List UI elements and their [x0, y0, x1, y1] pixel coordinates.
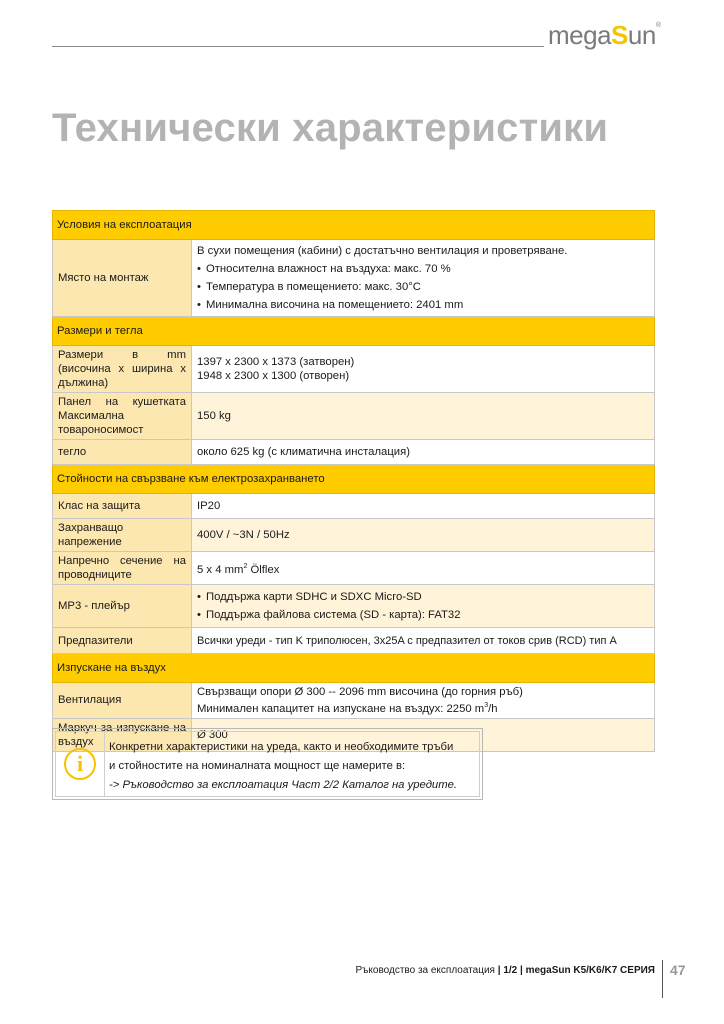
footer-rule [662, 960, 663, 998]
section-title-dimensions: Размери и тегла [53, 317, 655, 346]
info-box [52, 728, 483, 800]
table-row [53, 628, 655, 654]
value-text: /h [488, 702, 498, 715]
section-header [53, 211, 655, 240]
value-line: 1948 x 2300 x 1300 (отворен) [197, 370, 350, 382]
registered-mark: ® [655, 22, 661, 29]
info-icon: i [64, 748, 96, 780]
value-line: 1397 x 2300 x 1373 (затворен) [197, 356, 355, 368]
footer-series: megaSun K5/K6/K7 СЕРИЯ [525, 965, 655, 976]
value-text: Минимален капацитет на изпускане на въздух: 2250 m [197, 702, 485, 715]
table-row [53, 240, 655, 317]
value-text: 5 x 4 mm [197, 563, 244, 576]
row-value [192, 683, 655, 719]
row-value: IP20 [192, 494, 655, 519]
megasun-logo [548, 20, 660, 51]
table-row [53, 519, 655, 552]
bullet-item: • Поддържа файлова система (SD - карта): FAT32 [197, 606, 649, 624]
row-value [192, 346, 655, 393]
logo-prefix: mega [548, 20, 612, 50]
row-value [192, 585, 655, 628]
superscript: 3 [484, 702, 489, 709]
value-text: Ölflex [247, 563, 280, 576]
value-line: Свързващи опори Ø 300 -- 2096 mm височина (до горния ръб) [197, 686, 523, 698]
info-line: Конкретни характеристики на уреда, както и необходимите тръби [109, 741, 454, 753]
footer-doc-name: Ръководство за експлоатация [355, 965, 498, 976]
row-label: тегло [53, 440, 192, 465]
row-value: около 625 kg (с климатична инсталация) [192, 440, 655, 465]
row-label: Предпазители [53, 628, 192, 654]
page-number: 47 [670, 962, 686, 978]
row-label: Място на монтаж [53, 240, 192, 317]
row-label: Маркуч за изпускане на въздух [53, 718, 192, 751]
header-rule [52, 46, 544, 47]
section-title-electrical: Стойности на свързване към електрозахранването [53, 465, 655, 494]
row-label: Панел на кушетката Максимална товароносимост [53, 393, 192, 440]
row-label: Захранващо напрежение [53, 519, 192, 552]
section-header [53, 465, 655, 494]
row-label: Вентилация [53, 683, 192, 719]
info-reference: -> Ръководство за експлоатация Част 2/2 Каталог на уредите. [109, 779, 458, 791]
row-value [192, 240, 655, 317]
footer-text [350, 965, 655, 976]
row-value [192, 552, 655, 585]
section-header [53, 317, 655, 346]
row-label: MP3 - плейър [53, 585, 192, 628]
row-label: Размери в mm (височина х ширина х дължина) [53, 346, 192, 393]
value-intro: В сухи помещения (кабини) с достатъчно вентилация и проветряване. [197, 245, 568, 257]
table-row [53, 683, 655, 719]
bullet-item: • Относителна влажност на въздуха: макс. 70 % [197, 260, 649, 278]
info-text [105, 732, 457, 796]
section-title-air-exhaust: Изпускане на въздух [53, 654, 655, 683]
logo-s: S [611, 20, 628, 50]
table-row [53, 585, 655, 628]
row-value: Ø 300 [192, 718, 655, 751]
row-value: Всички уреди - тип K триполюсен, 3x25A с предпазител от токов срив (RCD) тип A [192, 628, 655, 654]
table-row [53, 440, 655, 465]
row-label: Напречно сечение на проводниците [53, 552, 192, 585]
footer-part: 1/2 [503, 965, 518, 976]
row-value: 150 kg [192, 393, 655, 440]
superscript: 2 [243, 562, 248, 570]
row-label: Клас на защита [53, 494, 192, 519]
section-header [53, 654, 655, 683]
bullet-item: • Температура в помещението: макс. 30°C [197, 278, 649, 296]
row-value: 400V / ~3N / 50Hz [192, 519, 655, 552]
table-row [53, 346, 655, 393]
info-icon-cell [56, 732, 105, 796]
footer-separator: | [517, 965, 526, 976]
info-line: и стойностите на номиналната мощност ще намерите в: [109, 760, 406, 772]
spec-table [52, 210, 655, 752]
bullet-item: • Поддържа карти SDHC и SDXC Micro-SD [197, 588, 649, 606]
section-title-operating-conditions: Условия на експлоатация [53, 211, 655, 240]
table-row [53, 494, 655, 519]
bullet-item: • Минимална височина на помещението: 2401 mm [197, 296, 649, 314]
footer-separator: | [497, 965, 504, 976]
table-row [53, 552, 655, 585]
logo-suffix: un [627, 20, 656, 50]
page-title: Технически характеристики [52, 106, 609, 150]
table-row [53, 393, 655, 440]
